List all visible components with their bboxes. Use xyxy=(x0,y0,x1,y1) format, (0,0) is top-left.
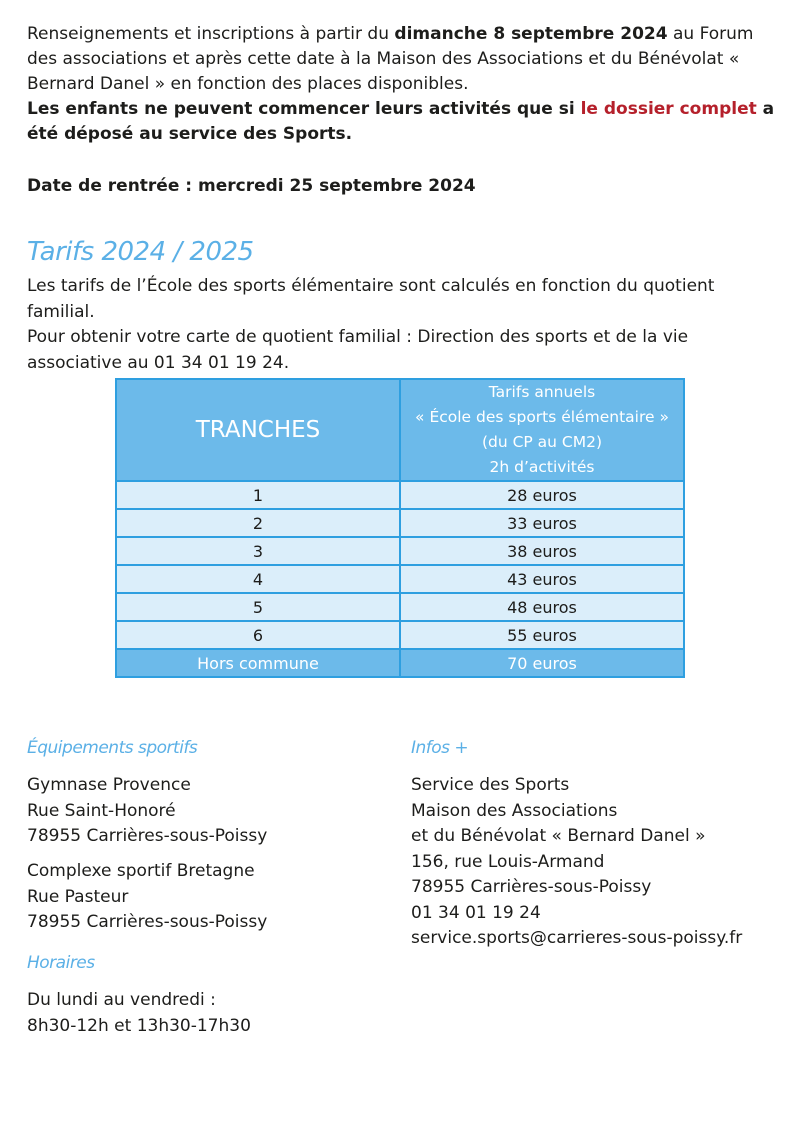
horaires-line: Du lundi au vendredi : xyxy=(27,990,216,1010)
header-tranches: TRANCHES xyxy=(116,379,400,481)
horaires-heading: Horaires xyxy=(27,953,95,973)
tarif-cell: 48 euros xyxy=(400,593,684,621)
tranche-cell: 6 xyxy=(116,621,400,649)
site-line: 78955 Carrières-sous-Poissy xyxy=(27,912,268,932)
site-line: Rue Pasteur xyxy=(27,886,129,907)
tarifs-text-2: Pour obtenir votre carte de quotient familial : Direction des sports et de la vie associative au 01 34 01 19 24. xyxy=(27,327,689,373)
table-row xyxy=(116,621,684,649)
equipement-site-2 xyxy=(27,859,267,936)
infos-line: Service des Sports xyxy=(411,775,570,795)
intro-text: Renseignements et inscriptions à partir du xyxy=(27,24,395,44)
tranche-cell: 4 xyxy=(116,565,400,593)
tarif-cell: 38 euros xyxy=(400,537,684,565)
header-line: 2h d’activités xyxy=(489,458,595,476)
table-row xyxy=(116,481,684,509)
tarifs-table xyxy=(115,378,685,678)
site-line: Gymnase Provence xyxy=(27,775,191,795)
table-row xyxy=(116,537,684,565)
table-row xyxy=(116,593,684,621)
tarif-cell: 28 euros xyxy=(400,481,684,509)
tarif-cell: 33 euros xyxy=(400,509,684,537)
intro-paragraph xyxy=(27,22,777,147)
infos-contact xyxy=(411,773,742,952)
infos-city: 78955 Carrières-sous-Poissy xyxy=(411,877,652,897)
table-row xyxy=(116,565,684,593)
intro-text-cont: au Forum des associations et après cette date à la Maison des Associations et du Bénévolat « Bernard Danel » en fonction des places disponibles. xyxy=(27,24,754,94)
site-line: Complexe sportif Bretagne xyxy=(27,861,255,881)
tarifs-text-1: Les tarifs de l’École des sports élémentaire sont calculés en fonction du quotient familial. xyxy=(27,276,715,322)
dossier-warning-end: a été déposé au service des Sports. xyxy=(27,99,775,144)
header-line: Tarifs annuels xyxy=(488,383,596,401)
infos-phone[interactable]: 01 34 01 19 24 xyxy=(411,902,541,923)
equipements-heading: Équipements sportifs xyxy=(27,738,198,758)
tranche-cell: 3 xyxy=(116,537,400,565)
tranche-cell: 1 xyxy=(116,481,400,509)
infos-email-link[interactable]: service.sports@carrieres-sous-poissy.fr xyxy=(411,928,743,948)
dossier-complet-highlight: le dossier complet xyxy=(580,99,757,119)
forum-date: dimanche 8 septembre 2024 xyxy=(394,24,668,44)
header-line: « École des sports élémentaire » xyxy=(415,408,669,426)
site-line: 78955 Carrières-sous-Poissy xyxy=(27,826,268,846)
tarif-cell: 55 euros xyxy=(400,621,684,649)
infos-heading: Infos + xyxy=(411,738,469,758)
tranche-cell: Hors commune xyxy=(116,649,400,677)
horaires-text xyxy=(27,988,251,1039)
tarifs-description xyxy=(27,274,787,376)
infos-line: Maison des Associations xyxy=(411,800,618,821)
equipement-site-1 xyxy=(27,773,267,850)
infos-line: et du Bénévolat « Bernard Danel » xyxy=(411,826,706,846)
header-tarifs xyxy=(400,379,684,481)
dossier-warning: Les enfants ne peuvent commencer leurs activités que si xyxy=(27,99,581,119)
tranche-cell: 5 xyxy=(116,593,400,621)
tarif-cell: 70 euros xyxy=(400,649,684,677)
table-header-row xyxy=(116,379,684,481)
tranche-cell: 2 xyxy=(116,509,400,537)
site-line: Rue Saint-Honoré xyxy=(27,800,176,821)
infos-address: 156, rue Louis-Armand xyxy=(411,851,605,872)
horaires-line: 8h30-12h et 13h30-17h30 xyxy=(27,1015,251,1036)
header-line: (du CP au CM2) xyxy=(481,433,603,451)
tarifs-heading: Tarifs 2024 / 2025 xyxy=(27,237,254,267)
table-row-hors-commune xyxy=(116,649,684,677)
tarif-cell: 43 euros xyxy=(400,565,684,593)
table-row xyxy=(116,509,684,537)
rentree-date: Date de rentrée : mercredi 25 septembre 2024 xyxy=(27,176,476,196)
